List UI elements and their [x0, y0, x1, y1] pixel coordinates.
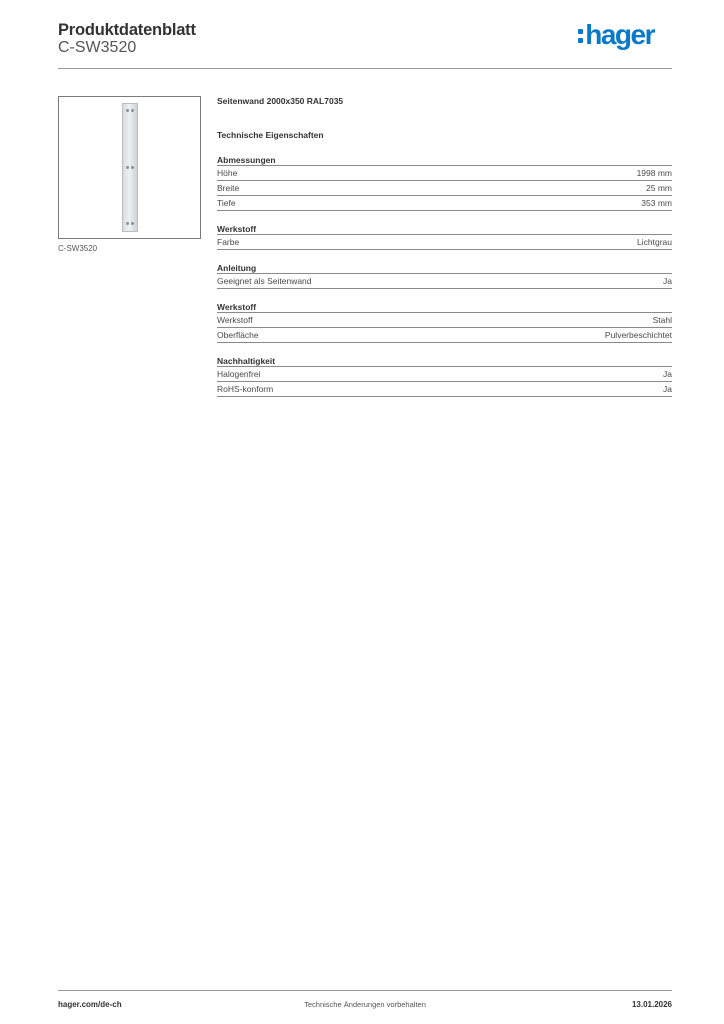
section-title: Technische Eigenschaften	[217, 130, 324, 140]
panel-hole-icon	[126, 222, 129, 225]
panel-hole-icon	[131, 109, 134, 112]
logo-dots-icon	[578, 26, 583, 46]
property-groups	[217, 155, 672, 397]
property-row	[217, 274, 672, 289]
footer-url[interactable]: hager.com/de-ch	[58, 1000, 122, 1009]
property-label: RoHS-konform	[217, 384, 274, 394]
property-label: Geeignet als Seitenwand	[217, 276, 312, 286]
property-row	[217, 328, 672, 343]
property-label: Höhe	[217, 168, 238, 178]
page-header	[58, 21, 672, 69]
product-details	[217, 96, 672, 397]
footer-note: Technische Änderungen vorbehalten	[304, 1000, 426, 1009]
property-value: Stahl	[652, 315, 672, 325]
property-value: 1998 mm	[636, 168, 672, 178]
document-subtitle: C-SW3520	[58, 39, 137, 56]
property-value: Ja	[663, 384, 672, 394]
document-title: Produktdatenblatt	[58, 21, 196, 39]
property-label: Oberfläche	[217, 330, 259, 340]
property-value: Pulverbeschichtet	[604, 330, 672, 340]
property-value: 353 mm	[641, 198, 672, 208]
product-name: Seitenwand 2000x350 RAL7035	[217, 96, 344, 106]
property-value: 25 mm	[646, 183, 672, 193]
panel-hole-icon	[131, 222, 134, 225]
property-label: Breite	[217, 183, 240, 193]
group-title: Abmessungen	[217, 155, 672, 166]
logo-text: hager	[585, 19, 654, 50]
property-label: Halogenfrei	[217, 369, 261, 379]
property-row	[217, 196, 672, 211]
image-caption: C-SW3520	[58, 244, 98, 253]
property-row	[217, 367, 672, 382]
group-title: Werkstoff	[217, 224, 672, 235]
footer-date: 13.01.2026	[631, 1000, 672, 1009]
page-footer	[58, 990, 672, 1014]
side-panel-image	[122, 103, 138, 232]
group-title: Nachhaltigkeit	[217, 356, 672, 367]
property-row	[217, 166, 672, 181]
property-row	[217, 313, 672, 328]
property-row	[217, 382, 672, 397]
property-label: Farbe	[217, 237, 240, 247]
panel-hole-icon	[131, 166, 134, 169]
group-title: Werkstoff	[217, 302, 672, 313]
property-label: Tiefe	[217, 198, 236, 208]
hager-logo	[578, 19, 654, 51]
property-row	[217, 235, 672, 250]
group-title: Anleitung	[217, 263, 672, 274]
product-image-frame	[58, 96, 201, 239]
property-value: Lichtgrau	[637, 237, 672, 247]
panel-hole-icon	[126, 109, 129, 112]
property-label: Werkstoff	[217, 315, 253, 325]
property-value: Ja	[663, 276, 672, 286]
property-value: Ja	[663, 369, 672, 379]
property-row	[217, 181, 672, 196]
panel-hole-icon	[126, 166, 129, 169]
